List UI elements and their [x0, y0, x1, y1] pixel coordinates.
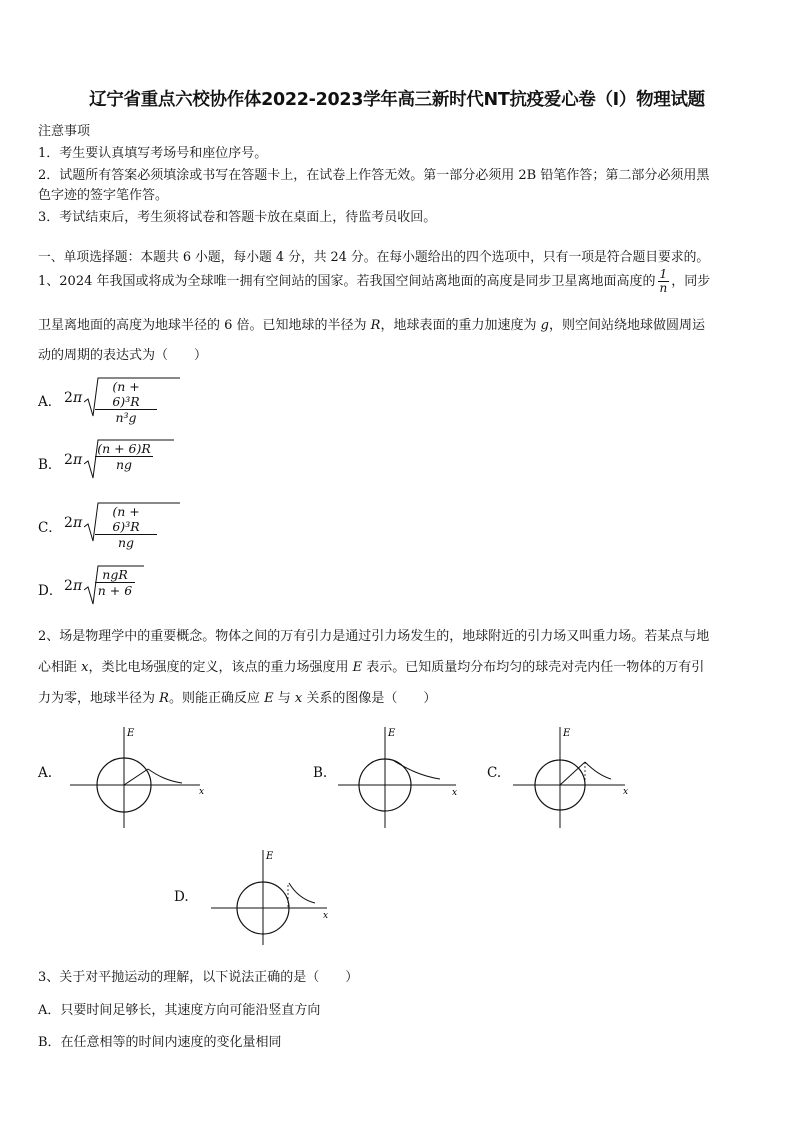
- notice-item-3: 3．考试结束后，考生须将试卷和答题卡放在桌面上，待监考员收回。: [38, 210, 437, 225]
- var-R: R: [159, 691, 169, 706]
- q2-graph-b: [330, 722, 470, 832]
- var-g: g: [540, 318, 549, 333]
- q2-stem-line2: [38, 656, 704, 675]
- q2-text-b: ，类比电场强度的定义，该点的重力场强度用: [88, 660, 353, 675]
- denominator: ng: [115, 457, 133, 472]
- q2-graph-c: [505, 722, 635, 832]
- q2-option-a-label: A.: [38, 765, 53, 781]
- q1-option-c-label: C．: [38, 520, 62, 536]
- q1-stem-line2: [38, 314, 705, 333]
- q2-stem-line1: 2、场是物理学中的重要概念。物体之间的万有引力是通过引力场发生的，地球附近的引力场又叫重力场。若某点与地: [38, 629, 710, 644]
- q2-text-f: 与: [273, 691, 295, 706]
- axis-label-x: x: [323, 911, 329, 921]
- var-x: x: [81, 660, 89, 675]
- q2-graph-d: [205, 845, 340, 950]
- notice-item-2-cont: 色字迹的签字笔作答。: [38, 188, 169, 203]
- fraction-one-over-n: [658, 268, 670, 295]
- fraction: [95, 441, 153, 472]
- q1-text-e: ，则空间站绕地球做圆周运: [548, 318, 705, 333]
- pi-symbol: π: [73, 515, 83, 531]
- section-heading: 一、单项选择题：本题共 6 小题，每小题 4 分，共 24 分。在每小题给出的四个选项中，只有一项是符合题目要求的。: [38, 250, 710, 265]
- notice-heading: 注意事项: [38, 124, 91, 139]
- axis-label-E: E: [127, 728, 135, 739]
- coefficient: 2: [64, 578, 73, 594]
- q2-graph-a: [70, 722, 210, 832]
- var-E: E: [352, 660, 363, 675]
- notice-item-2: 2．试题所有答案必须填涂或书写在答题卡上，在试卷上作答无效。第一部分必须用 2B 铅笔作答；第二部分必须用黑: [38, 168, 710, 183]
- var-E: E: [264, 691, 274, 706]
- var-R: R: [370, 318, 381, 333]
- pi-symbol: π: [73, 452, 83, 468]
- q1-option-a-label: A．: [38, 394, 62, 410]
- fraction: [95, 567, 135, 598]
- q3-option-b: B．在任意相等的时间内速度的变化量相同: [38, 1035, 282, 1050]
- coefficient: 2: [64, 515, 73, 531]
- q2-text-a: 心相距: [38, 660, 82, 675]
- q1-stem-line1: [38, 268, 710, 295]
- coefficient: 2: [64, 390, 73, 406]
- fraction: [95, 504, 157, 550]
- axis-label-E: E: [266, 851, 274, 862]
- q1-stem-line3: 动的周期的表达式为（ ）: [38, 348, 208, 363]
- numerator: (n + 6)R: [97, 441, 151, 456]
- q3-option-a: A．只要时间足够长，其速度方向可能沿竖直方向: [38, 1003, 321, 1018]
- numerator: (n + 6)³R: [112, 379, 140, 409]
- denominator: n + 6: [97, 583, 133, 598]
- exam-title: 辽宁省重点六校协作体2022-2023学年高三新时代NT抗疫爱心卷（I）物理试题: [89, 90, 705, 110]
- pi-symbol: π: [73, 578, 83, 594]
- axis-label-x: x: [199, 787, 205, 797]
- q1-option-d-label: D．: [38, 583, 63, 599]
- pi-symbol: π: [73, 390, 83, 406]
- axis-label-x: x: [452, 788, 458, 798]
- q2-option-c-label: C.: [487, 765, 502, 781]
- notice-item-1: 1．考生要认真填写考场号和座位序号。: [38, 146, 268, 161]
- var-x: x: [294, 691, 303, 706]
- fraction-denominator: n: [659, 281, 668, 295]
- q2-text-d: 力为零，地球半径为: [38, 691, 160, 706]
- fraction-numerator: 1: [658, 268, 670, 282]
- q2-option-b-label: B.: [313, 765, 328, 781]
- axis-label-x: x: [623, 787, 629, 797]
- q3-stem: 3、关于对平抛运动的理解，以下说法正确的是（ ）: [38, 970, 359, 985]
- numerator: ngR: [102, 567, 128, 582]
- q2-option-d-label: D.: [174, 889, 189, 905]
- q1-option-b-label: B．: [38, 457, 62, 473]
- numerator: (n + 6)³R: [112, 504, 140, 534]
- q2-text-e: 。则能正确反应: [168, 691, 265, 706]
- axis-label-E: E: [388, 728, 396, 739]
- axis-label-E: E: [563, 728, 571, 739]
- q2-text-g: 关系的图像是（ ）: [302, 691, 437, 706]
- q1-text-d: ，地球表面的重力加速度为: [380, 318, 541, 333]
- q1-text-b: ，同步: [671, 274, 711, 289]
- coefficient: 2: [64, 452, 73, 468]
- denominator: ng: [117, 535, 135, 550]
- q2-stem-line3: [38, 687, 436, 706]
- fraction: [95, 379, 157, 425]
- denominator: n³g: [115, 410, 137, 425]
- q1-text-a: 1、2024 年我国或将成为全球唯一拥有空间站的国家。若我国空间站离地面的高度是同步卫星离地面高度的: [38, 274, 656, 289]
- q1-text-c: 卫星离地面的高度为地球半径的 6 倍。已知地球的半径为: [38, 318, 371, 333]
- q2-text-c: 表示。已知质量均分布均匀的球壳对壳内任一物体的万有引: [362, 660, 705, 675]
